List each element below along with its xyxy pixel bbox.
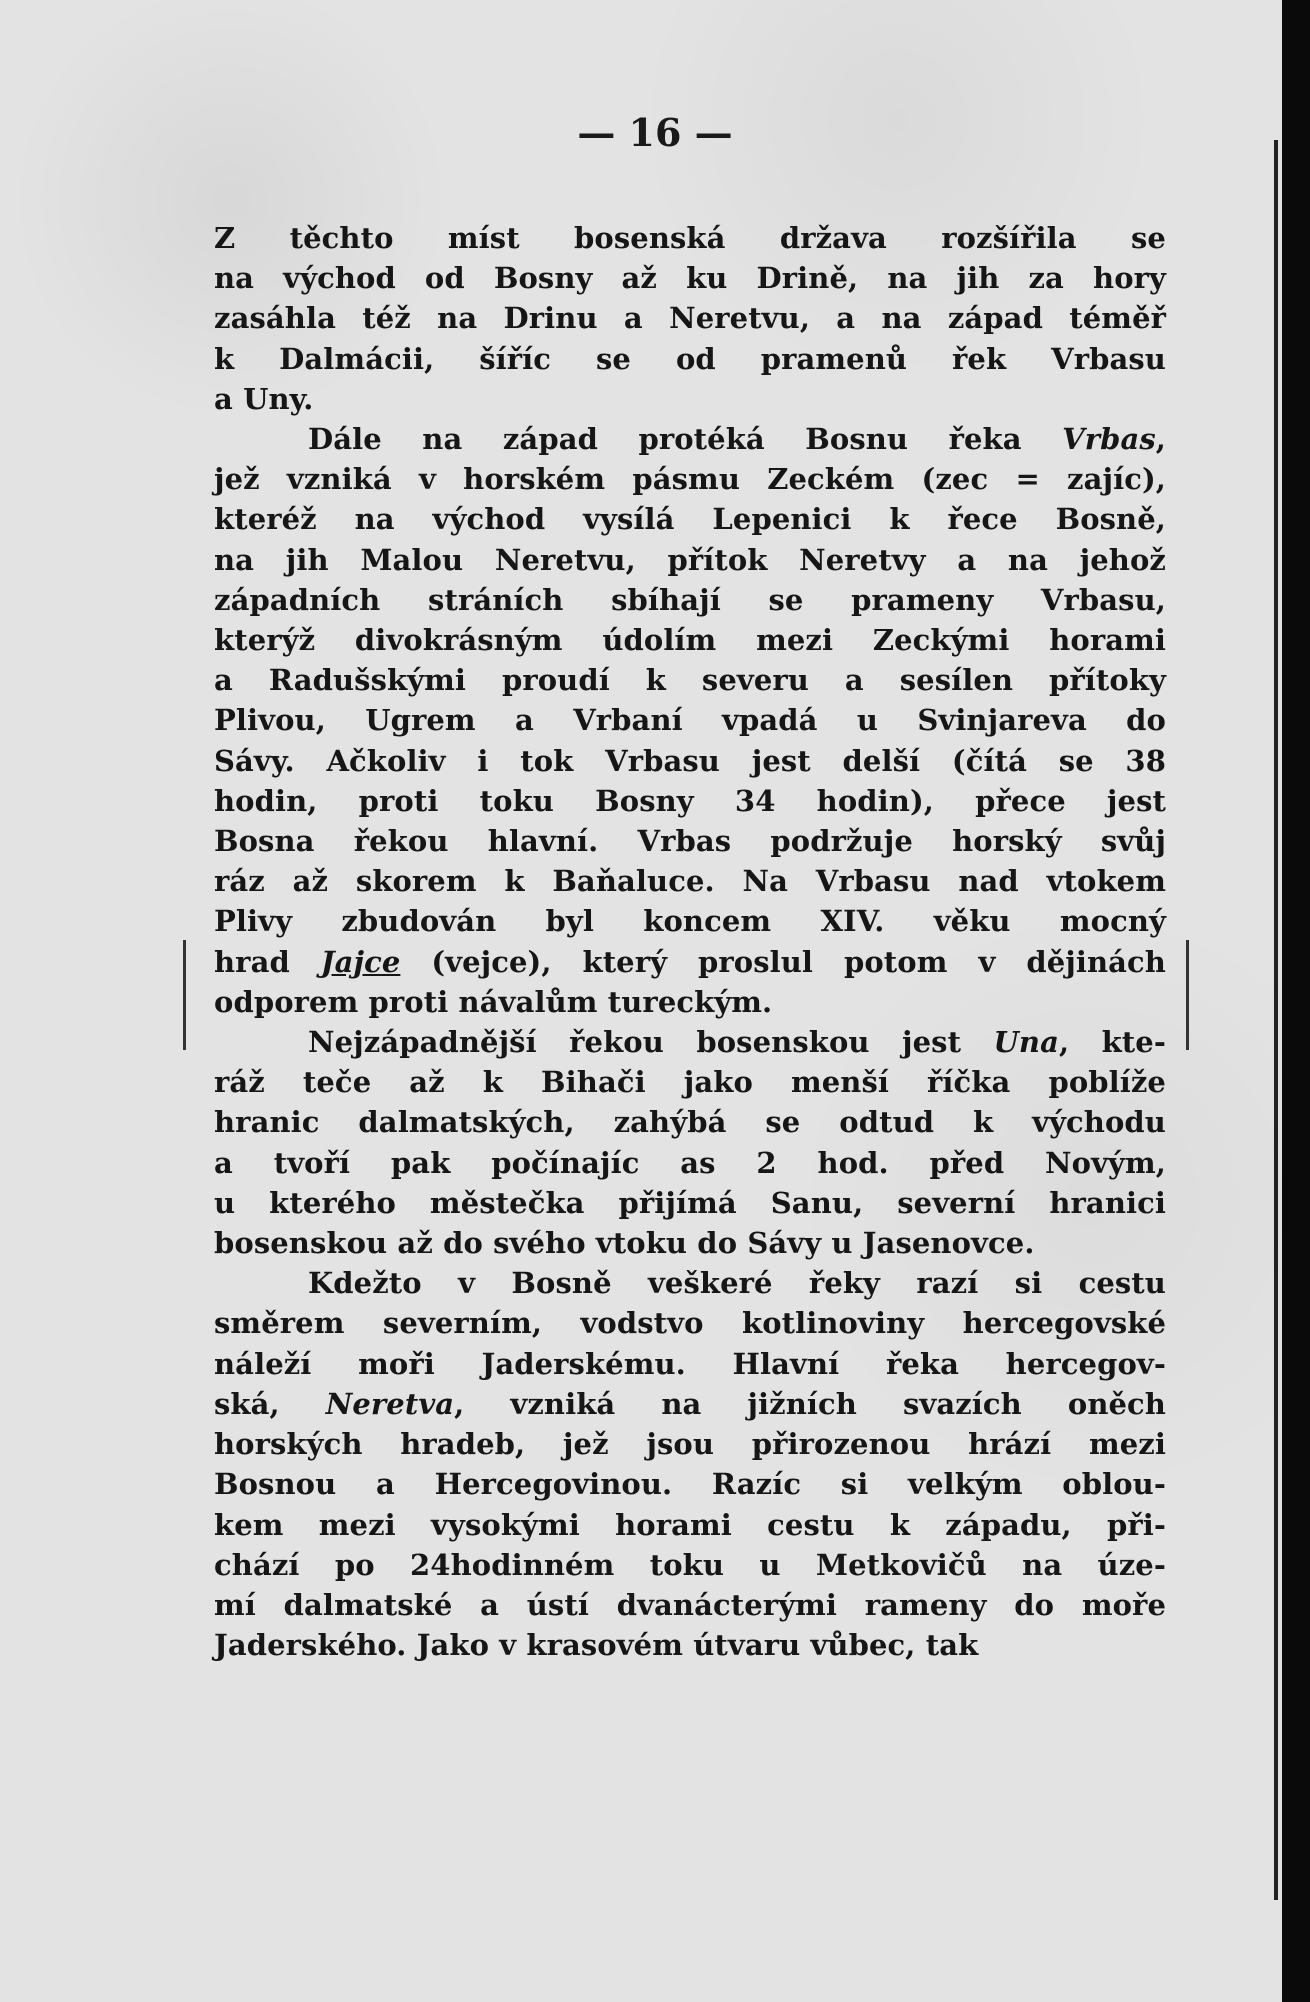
text-line: [214, 1223, 1166, 1263]
text-line: [214, 901, 1166, 941]
text-segment: Dále na západ protéká Bosnu řeka: [308, 422, 1063, 457]
text-segment: na jih Malou Neretvu, přítok Neretvy a na jehož: [214, 542, 1166, 577]
text-segment: chází po 24hodinném toku u Metkovičů na úze-: [214, 1547, 1166, 1582]
text-line: [214, 1384, 1166, 1424]
text-line: [214, 741, 1166, 781]
text-segment: mí dalmatské a ústí dvanácterými rameny do moře: [214, 1587, 1166, 1622]
text-segment: a Radušskými proudí k severu a sesílen přítoky: [214, 663, 1166, 698]
text-line: [214, 1505, 1166, 1545]
text-line: [214, 218, 1166, 258]
text-segment: Kdežto v Bosně veškeré řeky razí si cestu: [308, 1266, 1166, 1301]
text-segment: ráz až skorem k Baňaluce. Na Vrbasu nad vtokem: [214, 864, 1166, 899]
binding-edge-line: [1274, 140, 1278, 1900]
text-line: [214, 1585, 1166, 1625]
margin-mark-left: [183, 940, 186, 1050]
text-segment: u kterého městečka přijímá Sanu, severní hranici: [214, 1185, 1166, 1220]
text-segment: bosenskou až do svého vtoku do Sávy u Jasenovce.: [214, 1226, 1035, 1261]
text-line: [214, 660, 1166, 700]
text-segment: Plivy zbudován byl koncem XIV. věku mocný: [214, 904, 1166, 939]
text-line: [214, 1183, 1166, 1223]
text-segment: kteréž na východ vysílá Lepenici k řece Bosně,: [214, 502, 1166, 537]
text-segment: na východ od Bosny až ku Drině, na jih za hory: [214, 261, 1166, 296]
text-line: [214, 781, 1166, 821]
text-segment: k Dalmácii, šíříc se od pramenů řek Vrbasu: [214, 341, 1166, 376]
text-line: [214, 540, 1166, 580]
text-segment: , kte-: [1058, 1025, 1166, 1060]
emphasized-word: Neretva: [325, 1386, 455, 1421]
text-segment: (vejce), který proslul potom v dějinách: [400, 944, 1166, 979]
text-segment: odporem proti návalům tureckým.: [214, 984, 773, 1019]
text-line: [214, 339, 1166, 379]
emphasized-word: Vrbas: [1062, 422, 1156, 457]
text-line: [214, 459, 1166, 499]
text-segment: kem mezi vysokými horami cestu k západu, při-: [214, 1507, 1166, 1542]
text-segment: a tvoří pak počínajíc as 2 hod. před Novým,: [214, 1145, 1166, 1180]
emphasized-word: Jajce: [320, 944, 401, 979]
text-segment: hranic dalmatských, zahýbá se odtud k východu: [214, 1105, 1166, 1140]
text-line: [214, 1303, 1166, 1343]
paragraph: [214, 218, 1166, 419]
text-segment: Bosna řekou hlavní. Vrbas podržuje horský svůj: [214, 824, 1166, 859]
text-line: [214, 419, 1166, 459]
text-line: [214, 1062, 1166, 1102]
text-line: [214, 1022, 1166, 1062]
text-segment: směrem severním, vodstvo kotlinoviny hercegovské: [214, 1306, 1166, 1341]
text-segment: Bosnou a Hercegovinou. Razíc si velkým oblou-: [214, 1467, 1166, 1502]
text-line: [214, 1625, 1166, 1665]
text-segment: Sávy. Ačkoliv i tok Vrbasu jest delší (čítá se 38: [214, 743, 1166, 778]
text-segment: ráž teče až k Bihači jako menší říčka poblíže: [214, 1065, 1166, 1100]
text-segment: kterýž divokrásným údolím mezi Zeckými horami: [214, 623, 1166, 658]
text-segment: hodin, proti toku Bosny 34 hodin), přece jest: [214, 783, 1166, 818]
text-segment: Jaderského. Jako v krasovém útvaru vůbec, tak: [214, 1628, 979, 1663]
text-line: [214, 942, 1166, 982]
text-segment: Z těchto míst bosenská država rozšířila se: [214, 221, 1166, 255]
text-segment: ,: [1155, 422, 1166, 457]
emphasized-word: Una: [993, 1025, 1059, 1060]
text-line: [214, 1344, 1166, 1384]
text-line: [214, 1263, 1166, 1303]
text-line: [214, 1464, 1166, 1504]
text-line: [214, 821, 1166, 861]
text-segment: náleží moři Jaderskému. Hlavní řeka hercegov-: [214, 1346, 1166, 1381]
text-line: [214, 1143, 1166, 1183]
text-segment: Plivou, Ugrem a Vrbaní vpadá u Svinjareva do: [214, 703, 1166, 738]
text-line: [214, 620, 1166, 660]
text-segment: zasáhla též na Drinu a Neretvu, a na západ téměř: [214, 301, 1166, 336]
text-line: [214, 298, 1166, 338]
text-line: [214, 580, 1166, 620]
paragraph: [214, 1263, 1166, 1665]
page-number: — 16 —: [577, 110, 733, 155]
text-segment: horských hradeb, jež jsou přirozenou hrází mezi: [214, 1427, 1166, 1462]
text-line: [214, 861, 1166, 901]
page-edge-shadow: [1282, 0, 1310, 2002]
text-segment: ská,: [214, 1386, 326, 1421]
paragraph: [214, 419, 1166, 1022]
text-line: [214, 982, 1166, 1022]
text-line: [214, 1545, 1166, 1585]
text-segment: jež vzniká v horském pásmu Zeckém (zec = zajíc),: [214, 462, 1166, 497]
paragraph: [214, 1022, 1166, 1263]
text-line: [214, 700, 1166, 740]
text-line: [214, 499, 1166, 539]
text-segment: Nejzápadnější řekou bosenskou jest: [308, 1025, 994, 1060]
text-line: [214, 1424, 1166, 1464]
text-segment: západních stráních sbíhají se prameny Vrbasu,: [214, 582, 1166, 617]
text-line: [214, 1102, 1166, 1142]
text-segment: hrad: [214, 944, 321, 979]
text-line: [214, 258, 1166, 298]
body-text: [214, 218, 1166, 1665]
text-line: [214, 379, 1166, 419]
margin-mark-right: [1186, 940, 1189, 1050]
text-segment: a Uny.: [214, 381, 314, 416]
text-segment: , vzniká na jižních svazích oněch: [454, 1386, 1166, 1421]
